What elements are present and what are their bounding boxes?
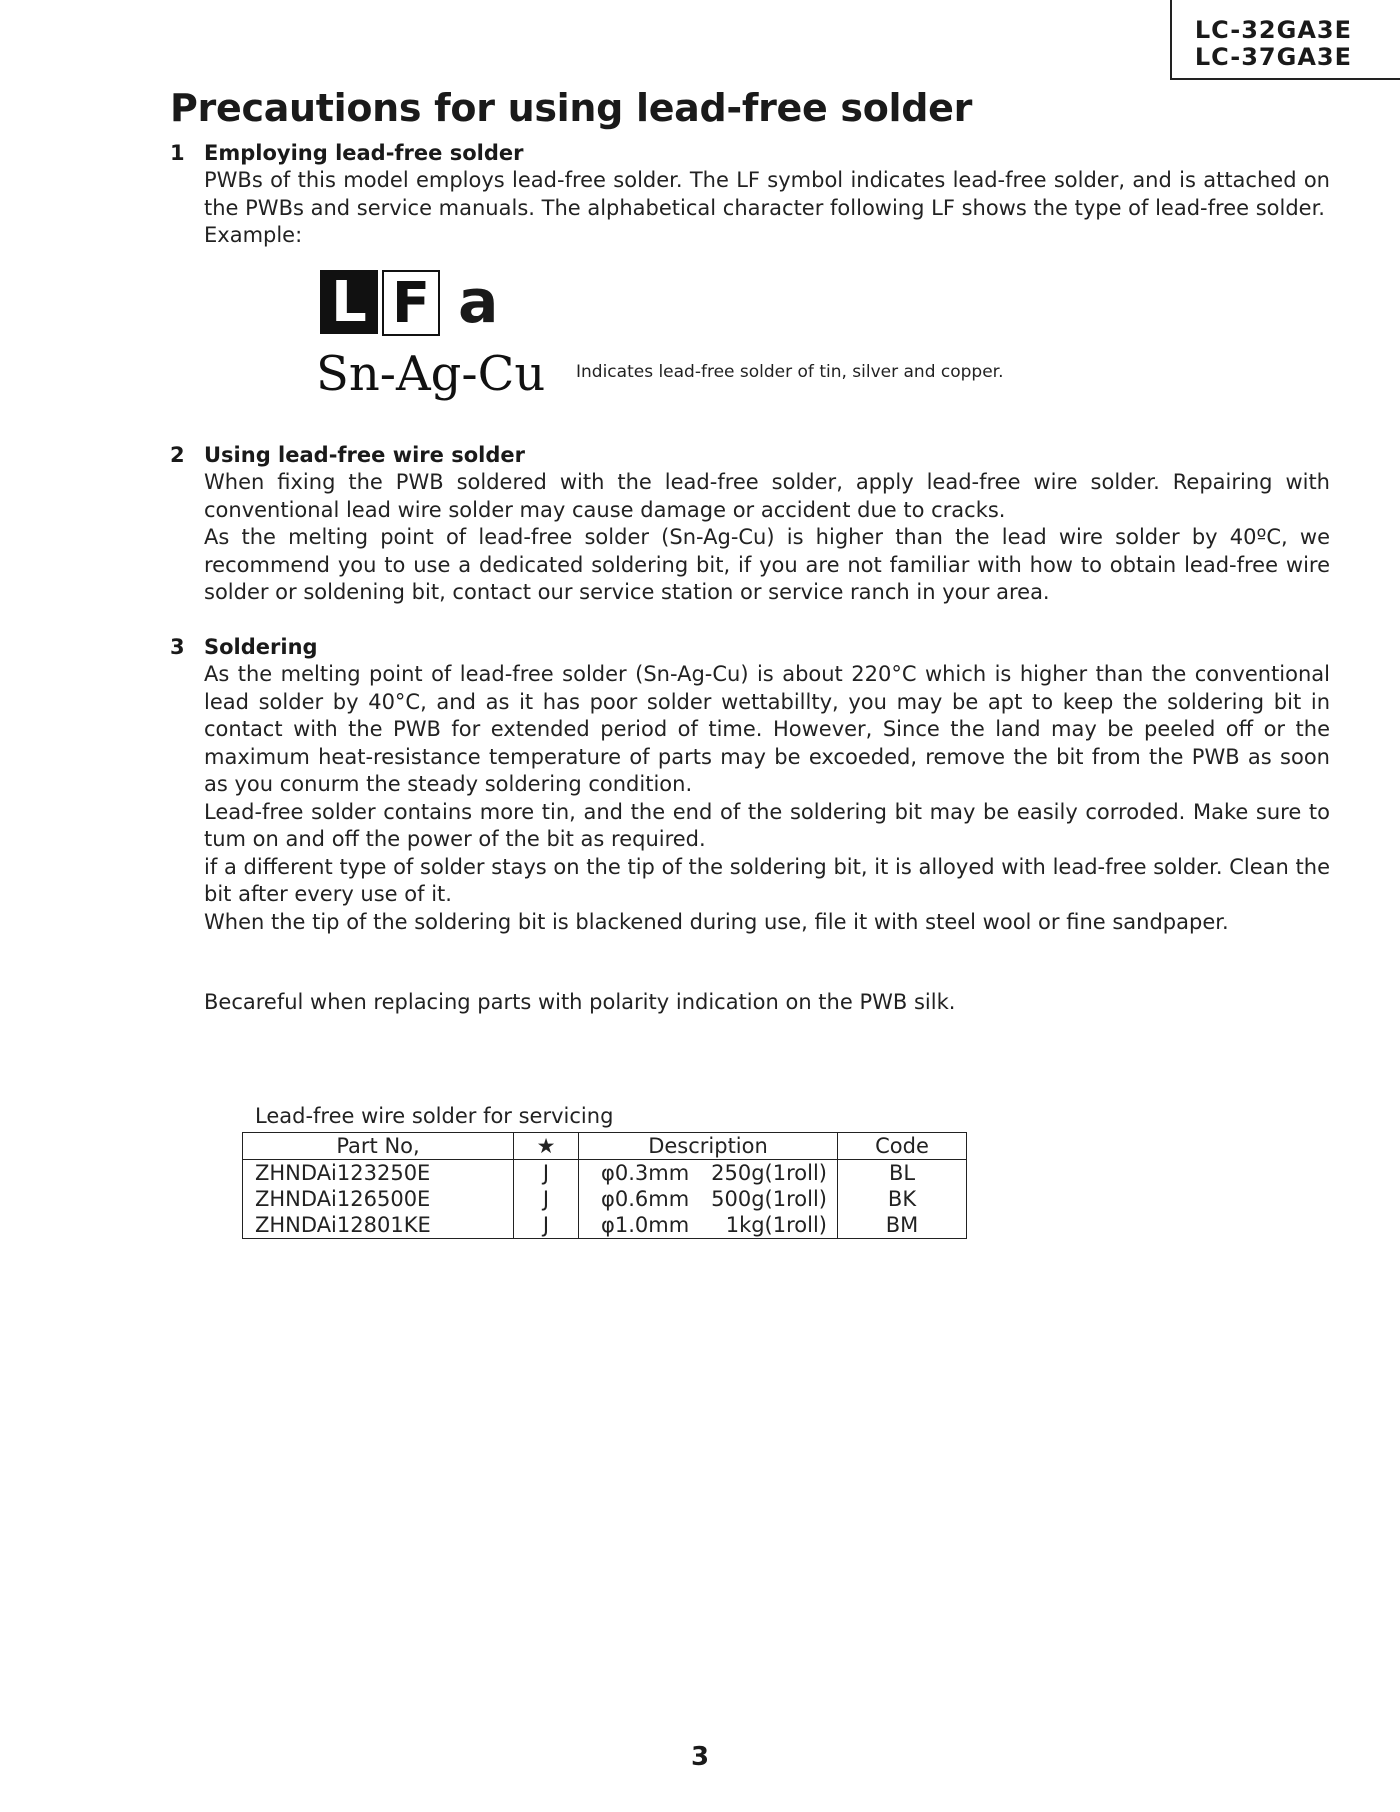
section-soldering <box>170 634 1330 936</box>
cell-weight: 1kg(1roll) <box>725 1213 827 1237</box>
model-number: LC-37GA3E <box>1194 43 1352 71</box>
section-heading-text: Using lead-free wire solder <box>204 443 525 467</box>
section-heading-text: Soldering <box>204 635 318 659</box>
cell-diameter: φ0.6mm <box>601 1187 690 1211</box>
lf-symbol-type-letter: a <box>458 267 499 337</box>
cell-part-no: ZHNDAi12801KE <box>243 1212 514 1239</box>
alloy-label: Sn-Ag-Cu <box>316 346 546 402</box>
section-number: 3 <box>170 635 185 659</box>
paragraph: As the melting point of lead-free solder (Sn-Ag-Cu) is higher than the lead wire solder by 40ºC, we recommend you to use a dedicated soldering bit, if you are not familiar with how to obtain lead-free wire solder or soldening bit, contact our service station or service ranch in your area. <box>204 525 1330 604</box>
table-row <box>243 1160 967 1187</box>
paragraph: PWBs of this model employs lead-free solder. The LF symbol indicates lead-free solder, and is attached on the PWBs and service manuals. The alphabetical character following LF shows the type of lead-free solder. <box>204 168 1330 220</box>
section-using-lead-free-wire-solder <box>170 442 1330 607</box>
section-employing-lead-free-solder <box>170 140 1330 250</box>
cell-code: BK <box>838 1186 967 1212</box>
section-heading <box>170 634 1330 661</box>
table-row <box>243 1212 967 1239</box>
cell-diameter: φ1.0mm <box>601 1213 690 1237</box>
polarity-note: Becareful when replacing parts with polarity indication on the PWB silk. <box>204 990 956 1014</box>
paragraph: if a different type of solder stays on the tip of the soldering bit, it is alloyed with lead-free solder. Clean the bit after every use of it. <box>204 854 1330 906</box>
solder-table <box>242 1132 967 1239</box>
section-heading <box>170 442 1330 469</box>
cell-star: J <box>514 1186 579 1212</box>
section-number: 1 <box>170 141 185 165</box>
model-number-box <box>1170 0 1400 80</box>
header-description: Description <box>579 1133 838 1160</box>
header-part-no: Part No, <box>243 1133 514 1160</box>
model-number: LC-32GA3E <box>1194 16 1352 44</box>
cell-description <box>579 1186 838 1212</box>
cell-code: BL <box>838 1160 967 1187</box>
cell-description <box>579 1160 838 1187</box>
cell-star: J <box>514 1212 579 1239</box>
cell-part-no: ZHNDAi123250E <box>243 1160 514 1187</box>
lf-symbol-l-box: L <box>320 270 378 334</box>
paragraph: Lead-free solder contains more tin, and the end of the soldering bit may be easily corroded. Make sure to tum on and off the power of the bit as required. <box>204 799 1330 851</box>
paragraph: As the melting point of lead-free solder (Sn-Ag-Cu) is about 220°C which is higher than the conventional lead solder by 40°C, and as it has poor solder wettabillty, you may be apt to keep the soldering bit in contact with the PWB for extended period of time. However, Since the land may be peeled off or the maximum heat-resistance temperature of parts may be excoeded, remove the bit from the PWB as soon as you conurm the steady soldering condition. <box>204 662 1330 796</box>
alloy-note: Indicates lead-free solder of tin, silver and copper. <box>576 362 1004 382</box>
cell-part-no: ZHNDAi126500E <box>243 1186 514 1212</box>
cell-diameter: φ0.3mm <box>601 1161 690 1185</box>
section-heading <box>170 140 1330 167</box>
header-code: Code <box>838 1133 967 1160</box>
cell-weight: 250g(1roll) <box>711 1161 827 1185</box>
paragraph: When fixing the PWB soldered with the lead-free solder, apply lead-free wire solder. Repairing with conventional lead wire solder may cause damage or accident due to cracks. <box>204 470 1330 522</box>
lf-symbol-f-box: F <box>382 270 440 336</box>
table-caption: Lead-free wire solder for servicing <box>255 1104 614 1128</box>
paragraph: Example: <box>204 223 303 247</box>
cell-description <box>579 1212 838 1239</box>
table-header-row <box>243 1133 967 1160</box>
cell-code: BM <box>838 1212 967 1239</box>
page-number: 3 <box>690 1742 710 1772</box>
page-title: Precautions for using lead-free solder <box>170 86 973 130</box>
paragraph: When the tip of the soldering bit is blackened during use, file it with steel wool or fine sandpaper. <box>204 909 1229 934</box>
header-star: ★ <box>514 1133 579 1160</box>
cell-weight: 500g(1roll) <box>711 1187 827 1211</box>
section-heading-text: Employing lead-free solder <box>204 141 524 165</box>
section-number: 2 <box>170 443 185 467</box>
table-row <box>243 1186 967 1212</box>
cell-star: J <box>514 1160 579 1187</box>
